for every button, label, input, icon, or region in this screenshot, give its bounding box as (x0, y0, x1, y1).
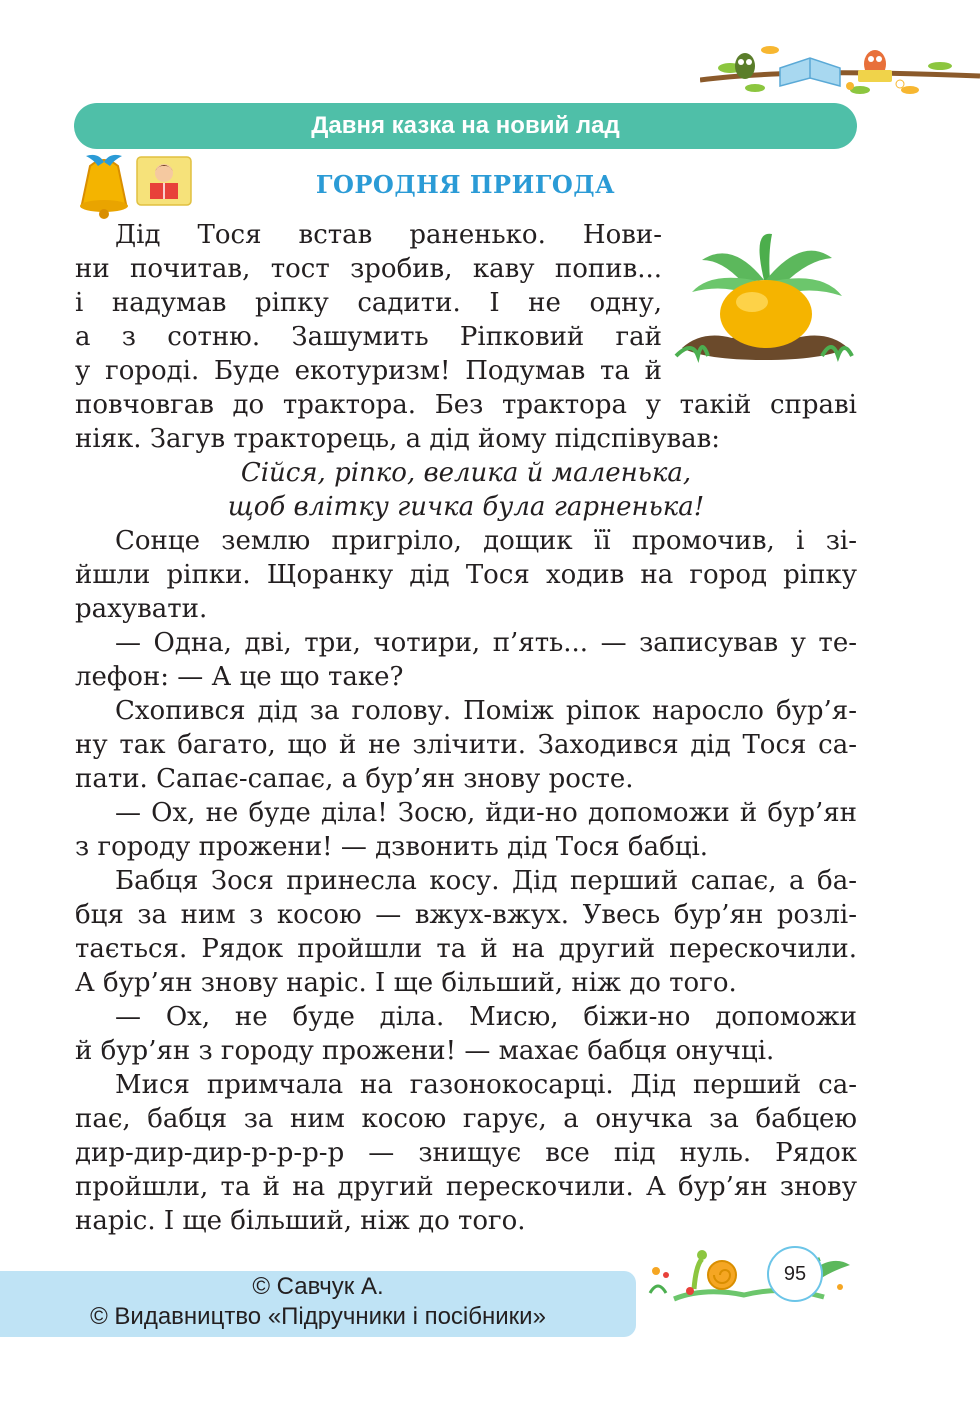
story-line: лефон: — А це що таке? (75, 662, 404, 692)
story-line: у городі. Буде екотуризм! Подумав та й (75, 356, 662, 386)
story-line: пає, бабця за ним косою гарує, а онучка за бабцею (75, 1104, 857, 1134)
story-line: Мися примчала на газонокосарці. Дід перший са- (115, 1070, 857, 1100)
poem-line: щоб влітку гичка була гарненька! (227, 492, 705, 522)
story-line: з городу прожени! — дзвонить дід Тося бабці. (75, 832, 709, 862)
story-line: А бур’ян знову наріс. І ще більший, ніж до того. (75, 968, 737, 998)
section-title: Давня казка на новий лад (311, 112, 620, 139)
story-line: Сонце землю пригріло, дощик її промочив, і зі- (115, 526, 857, 556)
story-line: тається. Рядок пройшли та й на другий перескочили. (75, 934, 857, 964)
story-line: наріс. І ще більший, ніж до того. (75, 1206, 526, 1236)
story-line: пройшли, та й на другий перескочили. А бур’ян знову (75, 1172, 857, 1202)
story-line: ніяк. Загув тракторець, а дід йому підспівував: (75, 424, 721, 454)
snail-flowers-illustration (644, 1235, 858, 1307)
page-number: 95 (783, 1262, 807, 1285)
story-line: — Ох, не буде діла. Мисю, біжи-но допоможи (115, 1002, 857, 1032)
author-credit: © Савчук А. (252, 1273, 384, 1300)
story-line: Дід Тося встав раненько. Нови- (115, 220, 662, 250)
page-number-badge (767, 1246, 823, 1302)
story-line: — Ох, не буде діла! Зосю, йди-но допоможи й бур’ян (115, 798, 857, 828)
story-line: дир-дир-дир-р-р-р-р — знищує все під нуль. Рядок (75, 1138, 857, 1168)
turnip-illustration (672, 230, 856, 366)
story-line: і надумав ріпку садити. І не одну, (75, 288, 662, 318)
story-line: рахувати. (75, 594, 208, 624)
story-line: ни почитав, тост зробив, каву попив... (75, 254, 662, 284)
story-line: повчовгав до трактора. Без трактора у такій справі (75, 390, 857, 420)
publisher-credit: © Видавництво «Підручники і посібники» (90, 1303, 546, 1330)
story-line: ну так багато, що й не злічити. Заходився дід Тося са- (75, 730, 857, 760)
story-line: Схопився дід за голову. Поміж ріпок наросло бур’я- (115, 696, 857, 726)
story-line: бця за ним з косою — вжух-вжух. Увесь бур’ян розлі- (75, 900, 857, 930)
story-title: ГОРОДНЯ ПРИГОДА (315, 170, 616, 199)
story-line: — Одна, дві, три, чотири, п’ять... — записував у те- (115, 628, 857, 658)
story-line: пати. Сапає-сапає, а бур’ян знову росте. (75, 764, 634, 794)
story-line: йшли ріпки. Щоранку дід Тося ходив на город ріпку (75, 560, 857, 590)
branch-owls-book-illustration (700, 28, 980, 108)
poem-line: Сійся, ріпко, велика й маленька, (240, 458, 692, 488)
story-line: а з сотню. Зашумить Ріпковий гай (75, 322, 662, 352)
story-line: й бур’ян з городу прожени! — махає бабця онучці. (75, 1036, 775, 1066)
story-line: Бабця Зося принесла косу. Дід перший сапає, а ба- (115, 866, 857, 896)
section-banner (74, 103, 857, 149)
